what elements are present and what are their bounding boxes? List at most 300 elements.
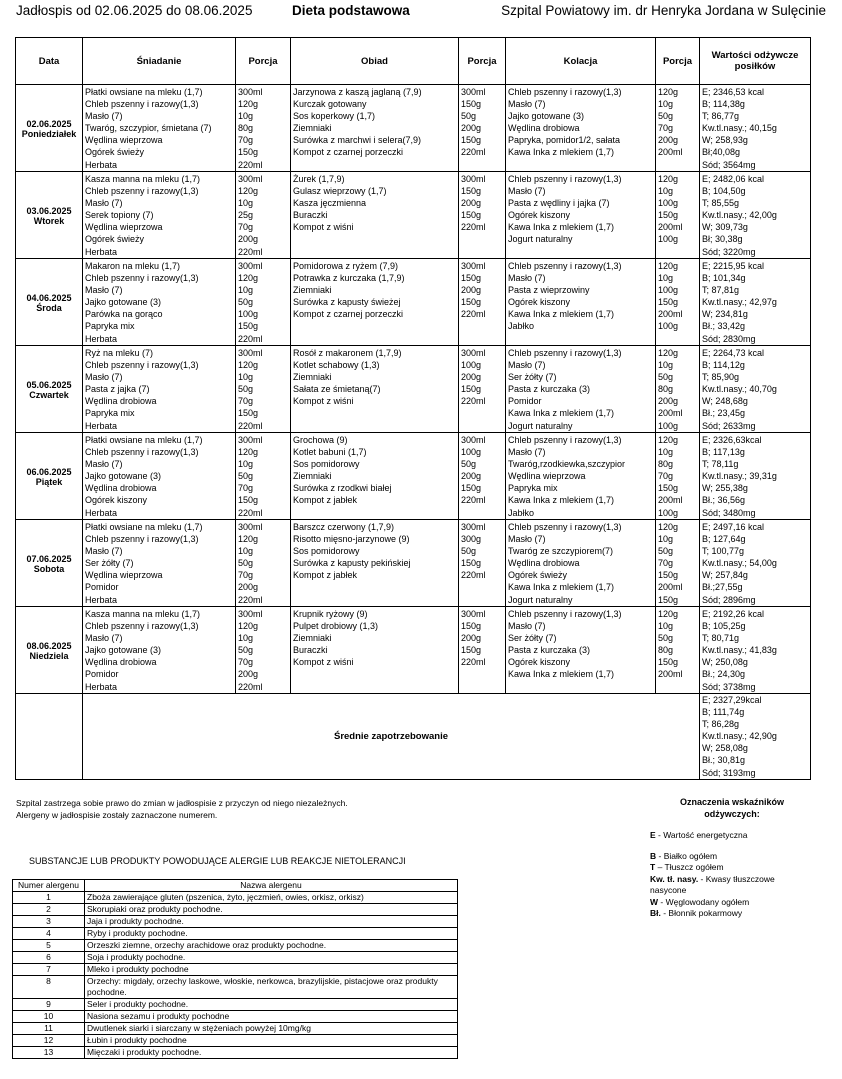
breakfast-item: Herbata — [85, 681, 118, 692]
allergen-number: 6 — [13, 952, 85, 964]
lunch-item: Jarzynowa z kaszą jaglaną (7,9) — [293, 87, 422, 97]
breakfast-item: Masło (7) — [85, 546, 123, 557]
lunch-item: Surówka z marchwi i selera(7,9) — [293, 135, 422, 146]
lunch-portion-cell — [459, 433, 506, 520]
breakfast-item: Herbata — [85, 507, 118, 518]
lunch-item: Kotlet babuni (1,7) — [293, 447, 367, 458]
legend-text: - Węglowodany ogółem — [658, 896, 750, 907]
nutrition-value: Bł.; 24,30g — [702, 669, 746, 680]
portion-value: 80g — [658, 384, 674, 395]
legend-key: Kw. tł. nasy. — [650, 873, 699, 884]
breakfast-item: Pomidor — [85, 582, 119, 593]
lunch-item: Kompot z wiśni — [293, 657, 354, 668]
allergen-name: Mięczaki i produkty pochodne. — [85, 1047, 458, 1059]
allergen-name: Nasiona sezamu i produkty pochodne — [85, 1011, 458, 1023]
date-cell — [16, 172, 83, 259]
breakfast-item: Chleb pszenny i razowy(1,3) — [85, 186, 199, 197]
portion-value: 80g — [238, 123, 254, 134]
supper-cell — [506, 172, 656, 259]
lunch-portion-cell — [459, 259, 506, 346]
supper-item: Kawa Inka z mlekiem (1,7) — [508, 147, 615, 158]
legend-text: – Tłuszcz ogółem — [655, 862, 724, 872]
portion-value: 300ml — [238, 348, 263, 358]
supper-portion-cell — [656, 433, 700, 520]
legend-item — [650, 851, 810, 863]
allergen-name: Skorupiaki oraz produkty pochodne. — [85, 904, 458, 916]
lunch-item: Krupnik ryżowy (9) — [293, 609, 368, 619]
portion-value: 220ml — [461, 147, 486, 158]
portion-value: 100g — [461, 360, 482, 371]
lunch-item: Grochowa (9) — [293, 435, 348, 445]
supper-item: Wędlina drobiowa — [508, 558, 580, 569]
breakfast-portion-cell — [236, 346, 291, 433]
breakfast-cell — [83, 85, 236, 172]
portion-value: 10g — [238, 546, 254, 557]
allergen-number: 2 — [13, 904, 85, 916]
col-breakfast: Śniadanie — [83, 38, 236, 85]
allergen-name: Ryby i produkty pochodne. — [85, 928, 458, 940]
breakfast-item: Ryż na mleku (7) — [85, 348, 154, 358]
portion-value: 150g — [658, 297, 679, 308]
legend-key: T — [650, 862, 656, 872]
nutrition-value: W; 248,68g — [702, 396, 748, 407]
supper-portion-cell — [656, 172, 700, 259]
portion-value: 220ml — [238, 420, 263, 431]
allergen-number: 7 — [13, 964, 85, 976]
lunch-item: Kasza jęczmienna — [293, 198, 367, 209]
supper-cell — [506, 433, 656, 520]
allergen-number: 11 — [13, 1023, 85, 1035]
breakfast-cell — [83, 607, 236, 694]
portion-value: 120g — [658, 435, 679, 445]
supper-cell — [506, 520, 656, 607]
day-row — [16, 607, 811, 694]
breakfast-item: Kasza manna na mleku (1,7) — [85, 609, 201, 619]
portion-value: 150g — [658, 210, 679, 221]
breakfast-portion-cell — [236, 172, 291, 259]
lunch-item: Kompot z wiśni — [293, 396, 354, 407]
allergen-row — [13, 916, 458, 928]
day-weekday: Niedziela — [29, 650, 69, 661]
breakfast-portion-cell — [236, 607, 291, 694]
portion-value: 120g — [658, 522, 679, 532]
lunch-portion-cell — [459, 85, 506, 172]
nutrition-value: Sód; 2830mg — [702, 333, 756, 344]
portion-value: 150g — [238, 321, 259, 332]
supper-item: Pasta z kurczaka (3) — [508, 645, 591, 656]
day-weekday: Środa — [36, 302, 62, 313]
portion-value: 200g — [658, 135, 679, 146]
allergen-number: 3 — [13, 916, 85, 928]
nutrition-value: Sód; 3480mg — [702, 507, 756, 518]
legend-item — [650, 830, 810, 842]
allergen-name: Mleko i produkty pochodne — [85, 964, 458, 976]
lunch-item: Surówka z kapusty pekińskiej — [293, 558, 411, 569]
supper-item: Jogurt naturalny — [508, 594, 573, 605]
menu-header-row — [16, 38, 811, 85]
menu-table — [15, 37, 811, 780]
nutrition-value: B; 114,38g — [702, 99, 745, 110]
col-supper: Kolacja — [506, 38, 656, 85]
breakfast-portion-cell — [236, 520, 291, 607]
date-cell — [16, 433, 83, 520]
legend-text: - Błonnik pokarmowy — [660, 908, 743, 918]
breakfast-item: Papryka mix — [85, 408, 135, 419]
portion-value: 10g — [238, 285, 254, 296]
supper-portion-cell — [656, 607, 700, 694]
breakfast-item: Papryka mix — [85, 321, 135, 332]
allergen-row — [13, 999, 458, 1011]
lunch-item: Buraczki — [293, 645, 328, 656]
portion-value: 200ml — [658, 582, 683, 593]
supper-item: Masło (7) — [508, 186, 546, 197]
lunch-portion-cell — [459, 520, 506, 607]
day-weekday: Sobota — [33, 563, 65, 574]
nutrition-value: T; 100,77g — [702, 546, 745, 557]
nutrition-value: B; 111,74g — [702, 707, 745, 718]
portion-value: 150g — [461, 483, 482, 494]
supper-item: Kawa Inka z mlekiem (1,7) — [508, 582, 615, 593]
portion-value: 150g — [658, 483, 679, 494]
supper-item: Chleb pszenny i razowy(1,3) — [508, 261, 622, 271]
average-row — [16, 694, 811, 780]
nutrition-value: E; 2215,95 kcal — [702, 261, 765, 271]
portion-value: 300g — [461, 534, 482, 545]
breakfast-item: Masło (7) — [85, 285, 123, 296]
nutrition-value: W; 255,38g — [702, 483, 748, 494]
allergen-number: 4 — [13, 928, 85, 940]
date-cell — [16, 520, 83, 607]
note-line: Szpital zastrzega sobie prawo do zmian w jadłospisie z przyczyn od niego niezależnych. — [16, 798, 348, 808]
nutrition-value: W; 250,08g — [702, 657, 748, 668]
portion-value: 70g — [238, 657, 254, 668]
portion-value: 70g — [658, 558, 674, 569]
nutrition-value: Sód; 2633mg — [702, 420, 756, 431]
day-weekday: Czwartek — [29, 389, 69, 400]
supper-item: Pasta z wędliny i jajka (7) — [508, 198, 610, 209]
breakfast-item: Herbata — [85, 594, 118, 605]
breakfast-item: Masło (7) — [85, 111, 123, 122]
allergen-header-row — [13, 880, 458, 892]
nutrition-value: B; 114,12g — [702, 360, 745, 371]
supper-item: Masło (7) — [508, 360, 546, 371]
lunch-item: Gulasz wieprzowy (1,7) — [293, 186, 387, 197]
day-row — [16, 259, 811, 346]
legend-text: - Białko ogółem — [656, 850, 718, 861]
breakfast-item: Ogórek kiszony — [85, 495, 148, 506]
supper-cell — [506, 346, 656, 433]
portion-value: 100g — [658, 198, 679, 209]
portion-value: 150g — [461, 273, 482, 284]
supper-item: Twaróg ze szczypiorem(7) — [508, 546, 614, 557]
lunch-cell — [291, 607, 459, 694]
portion-value: 100g — [461, 447, 482, 458]
portion-value: 220ml — [461, 495, 486, 506]
col-nutrition: Wartości odżywcze posiłków — [700, 38, 811, 85]
lunch-item: Ziemniaki — [293, 633, 332, 644]
lunch-portion-cell — [459, 172, 506, 259]
breakfast-cell — [83, 172, 236, 259]
supper-item: Kawa Inka z mlekiem (1,7) — [508, 669, 615, 680]
portion-value: 200g — [238, 669, 259, 680]
allergen-row — [13, 1011, 458, 1023]
lunch-item: Kotlet schabowy (1,3) — [293, 360, 380, 371]
lunch-item: Ziemniaki — [293, 123, 332, 134]
breakfast-item: Chleb pszenny i razowy(1,3) — [85, 621, 199, 632]
breakfast-item: Masło (7) — [85, 459, 123, 470]
portion-value: 150g — [658, 657, 679, 668]
portion-value: 70g — [238, 135, 254, 146]
portion-value: 150g — [238, 147, 259, 158]
allergen-number: 10 — [13, 1011, 85, 1023]
lunch-portion-cell — [459, 346, 506, 433]
portion-value: 150g — [461, 186, 482, 197]
lunch-item: Kompot z czarnej porzeczki — [293, 309, 404, 320]
portion-value: 200ml — [658, 147, 683, 158]
supper-item: Masło (7) — [508, 273, 546, 284]
supper-item: Ogórek świeży — [508, 570, 568, 581]
nutrition-value: Bł.; 23,45g — [702, 408, 746, 419]
diet-name: Dieta podstawowa — [292, 3, 410, 18]
lunch-item: Potrawka z kurczaka (1,7,9) — [293, 273, 405, 284]
breakfast-item: Ogórek świeży — [85, 234, 145, 245]
portion-value: 120g — [238, 447, 259, 458]
portion-value: 220ml — [461, 222, 486, 233]
supper-item: Masło (7) — [508, 447, 546, 458]
portion-value: 220ml — [238, 681, 263, 692]
portion-value: 120g — [238, 99, 259, 110]
lunch-item: Kurczak gotowany — [293, 99, 367, 110]
nutrition-value: Kw.tl.nasy.; 41,83g — [702, 645, 777, 656]
portion-value: 150g — [658, 594, 679, 605]
breakfast-item: Herbata — [85, 246, 118, 257]
lunch-item: Żurek (1,7,9) — [293, 174, 345, 184]
supper-item: Masło (7) — [508, 621, 546, 632]
legend-title: Oznaczenia wskaźników odżywczych: — [679, 797, 785, 819]
nutrition-value: Bł.; 33,42g — [702, 321, 746, 332]
supper-item: Kawa Inka z mlekiem (1,7) — [508, 495, 615, 506]
portion-value: 50g — [238, 471, 254, 482]
nutrition-value: T; 86,77g — [702, 111, 740, 122]
breakfast-portion-cell — [236, 259, 291, 346]
portion-value: 120g — [658, 609, 679, 619]
portion-value: 100g — [658, 507, 679, 518]
lunch-cell — [291, 433, 459, 520]
portion-value: 300ml — [238, 87, 263, 97]
portion-value: 300ml — [461, 261, 486, 271]
nutrition-value: T; 78,11g — [702, 459, 739, 470]
supper-item: Papryka mix — [508, 483, 558, 494]
portion-value: 10g — [658, 360, 674, 371]
supper-item: Twaróg,rzodkiewka,szczypior — [508, 459, 626, 470]
nutrition-cell — [700, 85, 811, 172]
portion-value: 10g — [658, 534, 674, 545]
supper-item: Ser żółty (7) — [508, 633, 557, 644]
day-date: 04.06.2025 — [26, 292, 72, 303]
allergen-name: Dwutlenek siarki i siarczany w stężeniach powyżej 10mg/kg — [85, 1023, 458, 1035]
portion-value: 300ml — [238, 522, 263, 532]
portion-value: 300ml — [461, 87, 486, 97]
portion-value: 10g — [238, 372, 254, 383]
notes — [16, 797, 348, 821]
nutrition-value: Sód; 2896mg — [702, 594, 756, 605]
portion-value: 120g — [238, 273, 259, 284]
breakfast-item: Herbata — [85, 159, 118, 170]
lunch-cell — [291, 172, 459, 259]
nutrition-value: Sód; 3564mg — [702, 159, 756, 170]
breakfast-item: Chleb pszenny i razowy(1,3) — [85, 534, 199, 545]
portion-value: 50g — [658, 633, 674, 644]
breakfast-item: Pomidor — [85, 669, 119, 680]
nutrition-value: Bł.;27,55g — [702, 582, 743, 593]
portion-value: 220ml — [238, 159, 263, 170]
lunch-item: Surówka z rzodkwi białej — [293, 483, 392, 494]
portion-value: 150g — [461, 645, 482, 656]
nutrition-legend — [650, 796, 810, 920]
portion-value: 150g — [238, 408, 259, 419]
portion-value: 150g — [461, 210, 482, 221]
portion-value: 200g — [461, 123, 482, 134]
supper-item: Chleb pszenny i razowy(1,3) — [508, 522, 622, 532]
nutrition-cell — [700, 172, 811, 259]
portion-value: 50g — [461, 459, 477, 470]
portion-value: 70g — [658, 471, 674, 482]
portion-value: 100g — [238, 309, 259, 320]
supper-cell — [506, 607, 656, 694]
supper-item: Wędlina wieprzowa — [508, 471, 586, 482]
allergen-row — [13, 1047, 458, 1059]
nutrition-value: Bł.; 30,81g — [702, 755, 746, 766]
nutrition-value: W; 258,08g — [702, 743, 748, 754]
portion-value: 50g — [238, 297, 254, 308]
lunch-item: Risotto mięsno-jarzynowe (9) — [293, 534, 410, 545]
legend-key: E — [650, 830, 656, 840]
note-line: Alergeny w jadłospisie zostały zaznaczone numerem. — [16, 810, 218, 820]
breakfast-cell — [83, 346, 236, 433]
nutrition-value: B; 101,34g — [702, 273, 746, 284]
portion-value: 10g — [658, 186, 674, 197]
average-date-cell — [16, 694, 83, 780]
breakfast-cell — [83, 259, 236, 346]
legend-item — [650, 908, 810, 920]
nutrition-value: Kw.tl.nasy.; 39,31g — [702, 471, 777, 482]
nutrition-value: Sód; 3220mg — [702, 246, 756, 257]
supper-item: Pasta z kurczaka (3) — [508, 384, 591, 395]
legend-key: Bł. — [650, 908, 661, 918]
portion-value: 300ml — [238, 435, 263, 445]
portion-value: 10g — [238, 459, 254, 470]
breakfast-item: Parówka na gorąco — [85, 309, 163, 320]
supper-cell — [506, 85, 656, 172]
nutrition-value: B; 127,64g — [702, 534, 746, 545]
legend-item — [650, 874, 810, 897]
portion-value: 300ml — [461, 609, 486, 619]
lunch-item: Pomidorowa z ryżem (7,9) — [293, 261, 399, 271]
allergen-number: 8 — [13, 976, 85, 999]
lunch-item: Pulpet drobiowy (1,3) — [293, 621, 379, 632]
portion-value: 100g — [658, 420, 679, 431]
hospital-name: Szpital Powiatowy im. dr Henryka Jordana w Sulęcinie — [501, 3, 826, 18]
legend-key: B — [650, 850, 657, 861]
nutrition-value: Bł.; 36,56g — [702, 495, 746, 506]
breakfast-item: Kasza manna na mleku (1,7) — [85, 174, 201, 184]
day-date: 05.06.2025 — [26, 379, 72, 390]
supper-item: Chleb pszenny i razowy(1,3) — [508, 174, 622, 184]
portion-value: 220ml — [461, 396, 486, 407]
day-row — [16, 433, 811, 520]
allergen-row — [13, 1035, 458, 1047]
breakfast-item: Wędlina drobiowa — [85, 396, 157, 407]
allergen-row — [13, 952, 458, 964]
portion-value: 120g — [238, 621, 259, 632]
portion-value: 300ml — [238, 174, 263, 184]
breakfast-item: Wędlina wieprzowa — [85, 570, 163, 581]
allergen-row — [13, 964, 458, 976]
legend-key: W — [650, 896, 659, 907]
supper-item: Jogurt naturalny — [508, 234, 573, 245]
supper-item: Ogórek kiszony — [508, 657, 571, 668]
portion-value: 220ml — [461, 309, 486, 320]
day-row — [16, 346, 811, 433]
supper-portion-cell — [656, 85, 700, 172]
legend-text: - Kwasy tłuszczowe nasycone — [650, 873, 775, 895]
supper-item: Chleb pszenny i razowy(1,3) — [508, 435, 622, 445]
portion-value: 300ml — [238, 261, 263, 271]
portion-value: 100g — [658, 285, 679, 296]
portion-value: 50g — [658, 546, 674, 557]
portion-value: 150g — [461, 384, 482, 395]
supper-item: Chleb pszenny i razowy(1,3) — [508, 348, 622, 358]
portion-value: 150g — [238, 495, 259, 506]
allergen-row — [13, 904, 458, 916]
breakfast-item: Chleb pszenny i razowy(1,3) — [85, 273, 199, 284]
nutrition-value: T; 80,71g — [702, 633, 740, 644]
lunch-item: Kompot z jabłek — [293, 570, 358, 581]
nutrition-value: E; 2192,26 kcal — [702, 609, 765, 619]
portion-value: 200g — [658, 396, 679, 407]
allergen-name: Soja i produkty pochodne. — [85, 952, 458, 964]
supper-item: Kawa Inka z mlekiem (1,7) — [508, 309, 615, 320]
nutrition-value: B; 117,13g — [702, 447, 745, 458]
day-date: 02.06.2025 — [26, 118, 72, 129]
portion-value: 70g — [238, 222, 254, 233]
lunch-item: Kompot z wiśni — [293, 222, 354, 233]
col-lunch: Obiad — [291, 38, 459, 85]
lunch-item: Ziemniaki — [293, 285, 332, 296]
lunch-item: Sos pomidorowy — [293, 546, 360, 557]
supper-cell — [506, 259, 656, 346]
breakfast-item: Serek topiony (7) — [85, 210, 154, 221]
supper-item: Ser żółty (7) — [508, 372, 557, 383]
portion-value: 10g — [238, 111, 254, 122]
allergen-name: Orzechy: migdały, orzechy laskowe, włoskie, nerkowca, brazylijskie, pistacjowe oraz produkty pochodne. — [85, 976, 458, 999]
portion-value: 120g — [238, 534, 259, 545]
portion-value: 200g — [238, 234, 259, 245]
supper-item: Jajko gotowane (3) — [508, 111, 585, 122]
portion-value: 50g — [658, 111, 674, 122]
breakfast-item: Masło (7) — [85, 633, 123, 644]
portion-value: 50g — [238, 558, 254, 569]
supper-item: Wędlina drobiowa — [508, 123, 580, 134]
portion-value: 200ml — [658, 669, 683, 680]
lunch-cell — [291, 85, 459, 172]
allergen-name: Seler i produkty pochodne. — [85, 999, 458, 1011]
date-cell — [16, 607, 83, 694]
breakfast-portion-cell — [236, 433, 291, 520]
allergen-number: 5 — [13, 940, 85, 952]
nutrition-value: E; 2482,06 kcal — [702, 174, 765, 184]
supper-item: Chleb pszenny i razowy(1,3) — [508, 87, 622, 97]
